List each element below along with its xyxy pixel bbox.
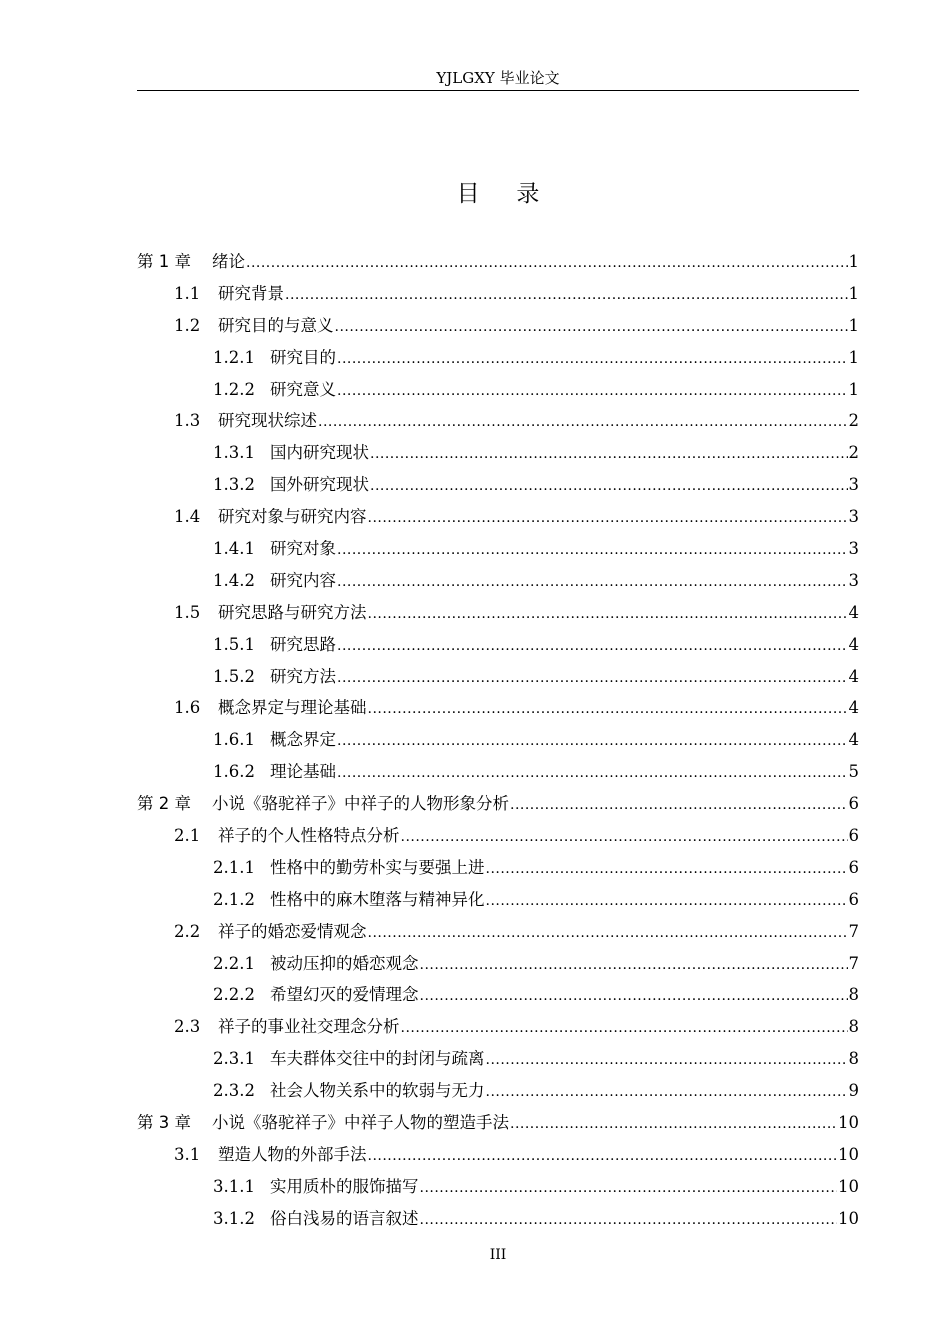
running-header: YJLGXY 毕业论文 — [436, 69, 560, 87]
toc-entry-number: 第 2 章 — [137, 794, 191, 814]
toc-entry-page: 4 — [848, 634, 859, 654]
dot-leader — [510, 1107, 837, 1141]
toc-entry-page: 6 — [848, 826, 859, 846]
toc-entry-page: 4 — [848, 698, 859, 718]
toc-entry-page: 5 — [848, 762, 859, 782]
toc-entry-label: 研究背景 — [218, 283, 284, 303]
toc-entry-number: 1.6.1 — [213, 730, 255, 750]
dot-leader — [368, 692, 848, 726]
toc-entry-label: 国外研究现状 — [270, 475, 369, 495]
toc-entry-number: 1.2 — [174, 315, 201, 335]
header-rule — [137, 90, 859, 91]
toc-entry-page: 6 — [848, 794, 859, 814]
toc-entry-label: 研究方法 — [270, 666, 336, 686]
toc-entry-label: 概念界定 — [270, 730, 336, 750]
toc-entry[interactable] — [137, 629, 859, 661]
toc-entry[interactable] — [137, 1075, 859, 1107]
toc-entry-number: 2.3 — [174, 1017, 201, 1037]
toc-entry-page: 2 — [848, 443, 859, 463]
toc-entry[interactable] — [137, 437, 859, 469]
dot-leader — [368, 916, 848, 950]
toc-entry-label: 性格中的麻木堕落与精神异化 — [270, 889, 485, 909]
toc-entry-label: 小说《骆驼祥子》中祥子的人物形象分析 — [212, 794, 509, 814]
toc-entry-label: 研究对象与研究内容 — [218, 507, 367, 527]
toc-entry-number: 3.1.1 — [213, 1176, 255, 1196]
toc-entry-page: 1 — [848, 315, 859, 335]
toc-entry[interactable] — [137, 565, 859, 597]
dot-leader — [285, 278, 848, 312]
toc-entry-number: 1.3 — [174, 411, 201, 431]
toc-entry-number: 2.3.1 — [213, 1049, 255, 1069]
toc-entry[interactable] — [137, 310, 859, 342]
dot-leader — [337, 661, 848, 695]
toc-entry[interactable] — [137, 852, 859, 884]
toc-entry-page: 7 — [848, 921, 859, 941]
dot-leader — [420, 1203, 838, 1237]
toc-entry-number: 1.1 — [174, 283, 201, 303]
toc-entry-number: 1.3.1 — [213, 443, 255, 463]
dot-leader — [420, 979, 848, 1013]
dot-leader — [246, 246, 848, 280]
toc-entry-label: 研究思路 — [270, 634, 336, 654]
toc-entry[interactable] — [137, 1107, 859, 1139]
toc-entry[interactable] — [137, 533, 859, 565]
toc-entry-label: 社会人物关系中的软弱与无力 — [270, 1081, 485, 1101]
toc-entry-page: 10 — [838, 1144, 859, 1164]
toc-entry-page: 10 — [838, 1113, 859, 1133]
toc-entry[interactable] — [137, 724, 859, 756]
page-number: III — [489, 1247, 507, 1263]
dot-leader — [368, 597, 848, 631]
toc-entry-page: 3 — [848, 475, 859, 495]
toc-entry[interactable] — [137, 374, 859, 406]
toc-entry[interactable] — [137, 916, 859, 948]
toc-entry-page: 2 — [848, 411, 859, 431]
toc-entry-label: 祥子的婚恋爱情观念 — [218, 921, 367, 941]
toc-entry[interactable] — [137, 342, 859, 374]
toc-entry-label: 性格中的勤劳朴实与要强上进 — [270, 857, 485, 877]
toc-entry-number: 1.3.2 — [213, 475, 255, 495]
dot-leader — [335, 310, 848, 344]
toc-entry-number: 2.2 — [174, 921, 201, 941]
toc-entry-label: 实用质朴的服饰描写 — [270, 1176, 419, 1196]
toc-entry[interactable] — [137, 979, 859, 1011]
toc-entry-page: 4 — [848, 666, 859, 686]
toc-entry-page: 10 — [838, 1208, 859, 1228]
dot-leader — [401, 1011, 848, 1045]
toc-entry-number: 1.4 — [174, 507, 201, 527]
toc-entry-page: 1 — [848, 347, 859, 367]
dot-leader — [420, 948, 848, 982]
toc-entry-page: 3 — [848, 507, 859, 527]
toc-entry-label: 车夫群体交往中的封闭与疏离 — [270, 1049, 485, 1069]
toc-entry-label: 祥子的个人性格特点分析 — [218, 826, 400, 846]
toc-entry-label: 塑造人物的外部手法 — [218, 1144, 367, 1164]
toc-entry-label: 研究对象 — [270, 539, 336, 559]
dot-leader — [368, 501, 848, 535]
toc-entry-label: 小说《骆驼祥子》中祥子人物的塑造手法 — [212, 1113, 509, 1133]
toc-entry-label: 概念界定与理论基础 — [218, 698, 367, 718]
toc-entry-label: 祥子的事业社交理念分析 — [218, 1017, 400, 1037]
toc-entry[interactable] — [137, 788, 859, 820]
toc-entry-number: 1.2.1 — [213, 347, 255, 367]
toc-entry-page: 3 — [848, 570, 859, 590]
toc-entry-page: 8 — [848, 1017, 859, 1037]
toc-entry[interactable] — [137, 1011, 859, 1043]
table-of-contents — [137, 246, 859, 1235]
dot-leader — [337, 756, 848, 790]
toc-entry[interactable] — [137, 692, 859, 724]
toc-entry-label: 研究内容 — [270, 570, 336, 590]
toc-entry-label: 被动压抑的婚恋观念 — [270, 953, 419, 973]
toc-entry-number: 2.2.2 — [213, 985, 255, 1005]
toc-entry-label: 俗白浅易的语言叙述 — [270, 1208, 419, 1228]
toc-entry-page: 6 — [848, 857, 859, 877]
toc-entry[interactable] — [137, 597, 859, 629]
dot-leader — [486, 1075, 848, 1109]
toc-entry-label: 研究目的 — [270, 347, 336, 367]
toc-title: 目录 — [456, 181, 577, 207]
toc-entry-number: 1.4.2 — [213, 570, 255, 590]
dot-leader — [420, 1171, 838, 1205]
toc-entry-page: 3 — [848, 539, 859, 559]
toc-entry-number: 3.1 — [174, 1144, 201, 1164]
dot-leader — [318, 405, 848, 439]
toc-entry-number: 第 3 章 — [137, 1113, 191, 1133]
dot-leader — [337, 533, 848, 567]
toc-entry-number: 3.1.2 — [213, 1208, 255, 1228]
toc-entry[interactable] — [137, 278, 859, 310]
dot-leader — [337, 342, 848, 376]
toc-entry-number: 1.4.1 — [213, 539, 255, 559]
toc-entry[interactable] — [137, 756, 859, 788]
dot-leader — [337, 724, 848, 758]
toc-entry-label: 研究思路与研究方法 — [218, 602, 367, 622]
toc-entry[interactable] — [137, 820, 859, 852]
toc-entry-number: 1.6.2 — [213, 762, 255, 782]
dot-leader — [370, 437, 848, 471]
toc-entry-label: 绪论 — [212, 252, 245, 271]
toc-entry[interactable] — [137, 1171, 859, 1203]
toc-entry-number: 2.1.2 — [213, 889, 255, 909]
toc-entry-page: 6 — [848, 889, 859, 909]
dot-leader — [510, 788, 848, 822]
toc-entry-number: 2.1.1 — [213, 857, 255, 877]
toc-entry-label: 国内研究现状 — [270, 443, 369, 463]
dot-leader — [337, 629, 848, 663]
toc-entry[interactable] — [137, 246, 859, 278]
toc-entry-number: 1.6 — [174, 698, 201, 718]
dot-leader — [370, 469, 848, 503]
toc-entry-number: 1.5.2 — [213, 666, 255, 686]
dot-leader — [486, 852, 848, 886]
toc-entry-label: 希望幻灭的爱情理念 — [270, 985, 419, 1005]
toc-entry-page: 9 — [848, 1081, 859, 1101]
toc-entry-number: 1.2.2 — [213, 379, 255, 399]
toc-entry-number: 2.2.1 — [213, 953, 255, 973]
toc-entry-page: 10 — [838, 1176, 859, 1196]
dot-leader — [486, 884, 848, 918]
toc-entry-page: 7 — [848, 953, 859, 973]
dot-leader — [337, 565, 848, 599]
toc-entry-page: 4 — [848, 602, 859, 622]
toc-entry-page: 8 — [848, 985, 859, 1005]
toc-entry-number: 1.5 — [174, 602, 201, 622]
toc-entry-number: 1.5.1 — [213, 634, 255, 654]
toc-entry-label: 研究意义 — [270, 379, 336, 399]
toc-entry-number: 第 1 章 — [137, 252, 191, 271]
toc-entry[interactable] — [137, 405, 859, 437]
toc-entry[interactable] — [137, 661, 859, 693]
dot-leader — [368, 1139, 838, 1173]
toc-entry-label: 研究目的与意义 — [218, 315, 334, 335]
toc-entry-label: 理论基础 — [270, 762, 336, 782]
toc-entry[interactable] — [137, 1139, 859, 1171]
toc-entry[interactable] — [137, 1203, 859, 1235]
toc-entry[interactable] — [137, 501, 859, 533]
toc-entry-page: 1 — [848, 379, 859, 399]
toc-entry[interactable] — [137, 469, 859, 501]
toc-entry-page: 4 — [848, 730, 859, 750]
toc-entry[interactable] — [137, 1043, 859, 1075]
dot-leader — [401, 820, 848, 854]
toc-entry[interactable] — [137, 948, 859, 980]
toc-entry-page: 8 — [848, 1049, 859, 1069]
toc-entry-page: 1 — [848, 252, 859, 271]
toc-entry-page: 1 — [848, 283, 859, 303]
toc-entry-number: 2.3.2 — [213, 1081, 255, 1101]
toc-entry-number: 2.1 — [174, 826, 201, 846]
dot-leader — [337, 374, 848, 408]
dot-leader — [486, 1043, 848, 1077]
toc-entry[interactable] — [137, 884, 859, 916]
toc-entry-label: 研究现状综述 — [218, 411, 317, 431]
